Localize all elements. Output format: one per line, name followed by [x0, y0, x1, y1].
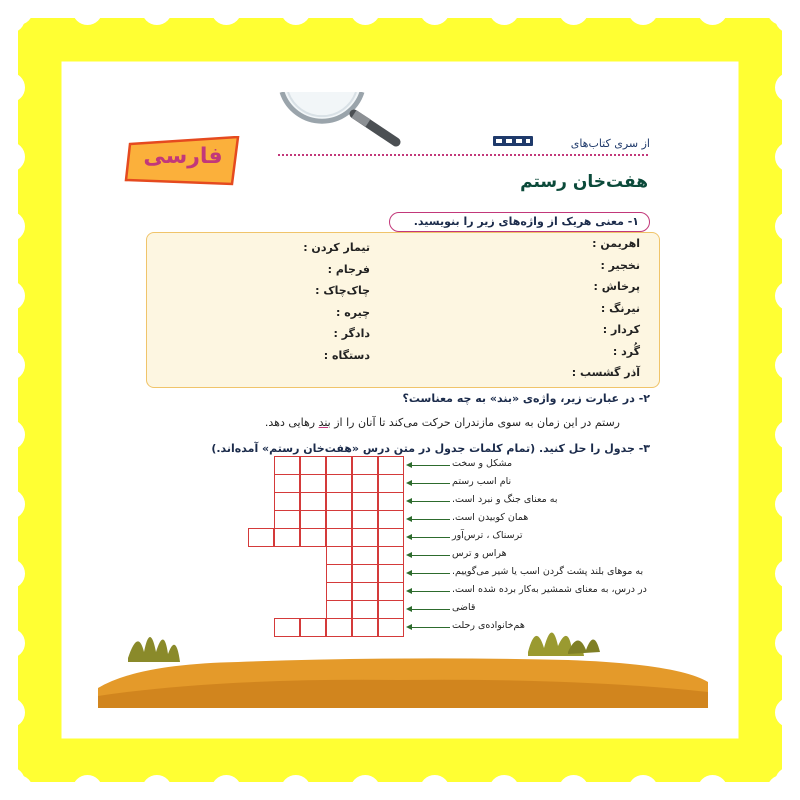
series-logo	[493, 136, 533, 146]
crossword-clue: قاضی	[452, 602, 476, 613]
q3-title: ۳- جدول را حل کنید. (تمام کلمات جدول در متن درس «هفت‌خان رستم» آمده‌اند.)	[211, 442, 650, 455]
series-text: از سری کتاب‌های	[570, 137, 650, 150]
q1-word-right: پرخاش :	[593, 280, 640, 293]
crossword-cell[interactable]	[378, 564, 404, 583]
crossword-cell[interactable]	[300, 456, 326, 475]
crossword-cell[interactable]	[352, 492, 378, 511]
q1-title: ۱- معنی هریک از واژه‌های زیر را بنویسید.	[389, 212, 650, 232]
crossword-cell[interactable]	[326, 456, 352, 475]
crossword-clue: همان کوبیدن است.	[452, 512, 529, 523]
q1-word-right: اهریمن :	[592, 237, 640, 250]
crossword-cell[interactable]	[352, 456, 378, 475]
q1-word-left: چیره :	[336, 305, 370, 319]
crossword-cell[interactable]	[378, 528, 404, 547]
arrow-head-icon	[406, 480, 412, 486]
crossword-cell[interactable]	[378, 600, 404, 619]
crossword-cell[interactable]	[352, 582, 378, 601]
crossword-cell[interactable]	[352, 528, 378, 547]
clue-arrow	[410, 519, 450, 520]
clue-arrow	[410, 555, 450, 556]
crossword-cell[interactable]	[352, 510, 378, 529]
crossword-cell[interactable]	[274, 474, 300, 493]
arrow-head-icon	[406, 462, 412, 468]
q1-word-left: دادگر :	[333, 327, 370, 340]
crossword-cell[interactable]	[352, 546, 378, 565]
clue-arrow	[410, 465, 450, 466]
crossword-cell[interactable]	[326, 474, 352, 493]
clue-arrow	[410, 483, 450, 484]
arrow-head-icon	[406, 588, 412, 594]
subject-badge-label: فارسی	[143, 144, 223, 169]
crossword-cell[interactable]	[326, 600, 352, 619]
header-divider	[278, 154, 648, 156]
crossword-cell[interactable]	[326, 510, 352, 529]
clue-arrow	[410, 537, 450, 538]
crossword-clue: هم‌خانواده‌ی رحلت	[452, 620, 525, 631]
q1-word-right: نخجیر :	[600, 258, 640, 272]
crossword-cell[interactable]	[274, 456, 300, 475]
crossword-clue: نام اسب رستم	[452, 476, 512, 487]
arrow-head-icon	[406, 498, 412, 504]
crossword-clue: ترسناک ، ترس‌آور	[452, 530, 523, 541]
crossword-cell[interactable]	[378, 510, 404, 529]
crossword-cell[interactable]	[248, 528, 274, 547]
crossword-cell[interactable]	[326, 564, 352, 583]
crossword-cell[interactable]	[326, 492, 352, 511]
q2-sentence	[265, 416, 620, 429]
arrow-head-icon	[406, 552, 412, 558]
crossword-cell[interactable]	[326, 582, 352, 601]
q1-word-left: تیمار کردن :	[303, 241, 370, 254]
crossword-cell[interactable]	[274, 510, 300, 529]
crossword-clue: مشکل و سخت	[452, 458, 513, 469]
q1-word-right: کردار :	[602, 323, 640, 336]
worksheet-page	[98, 92, 708, 708]
q1-answer-box	[146, 232, 660, 388]
subject-badge	[124, 136, 242, 188]
magnifying-glass-icon	[276, 92, 406, 152]
crossword-clue: به معنای جنگ و نبرد است.	[452, 494, 558, 505]
crossword-cell[interactable]	[378, 546, 404, 565]
crossword-cell[interactable]	[300, 492, 326, 511]
q2-title: ۲- در عبارت زیر، واژه‌ی «بند» به چه معناست؟	[402, 392, 650, 405]
q2-sentence-end: رهایی دهد.	[264, 416, 319, 429]
crossword-cell[interactable]	[352, 564, 378, 583]
clue-arrow	[410, 501, 450, 502]
q1-word-left: دستگاه :	[323, 348, 370, 362]
arrow-head-icon	[406, 570, 412, 576]
crossword-cell[interactable]	[300, 528, 326, 547]
arrow-head-icon	[406, 534, 412, 540]
crossword-cell[interactable]	[378, 474, 404, 493]
q1-word-right: نیرنگ :	[600, 301, 640, 315]
crossword-clue: به موهای بلند پشت گردن اسب یا شیر می‌گوییم.	[452, 566, 644, 577]
crossword-cell[interactable]	[378, 582, 404, 601]
crossword-cell[interactable]	[274, 528, 300, 547]
crossword-cell[interactable]	[352, 600, 378, 619]
crossword-cell[interactable]	[352, 474, 378, 493]
crossword-clue: در درس، به معنای شمشیر به‌کار برده شده است.	[452, 584, 647, 595]
crossword-clue: هراس و ترس	[452, 548, 507, 559]
clue-arrow	[410, 573, 450, 574]
q1-word-right: گُرد :	[612, 344, 640, 358]
arrow-head-icon	[406, 606, 412, 612]
q2-underlined-word: بند	[318, 416, 331, 429]
crossword-cell[interactable]	[274, 492, 300, 511]
clue-arrow	[410, 591, 450, 592]
crossword-cell[interactable]	[378, 456, 404, 475]
clue-arrow	[410, 609, 450, 610]
q1-word-right: آذر گشسب :	[571, 366, 640, 379]
crossword-cell[interactable]	[300, 474, 326, 493]
crossword-cell[interactable]	[378, 492, 404, 511]
q1-word-left: چاک‌چاک :	[315, 284, 370, 297]
q1-word-left: فرجام :	[327, 262, 370, 276]
lesson-title: هفت‌خان رستم	[520, 172, 648, 192]
q2-sentence-start: رستم در این زمان به سوی مازندران حرکت می‌کند تا آنان را از	[330, 416, 620, 429]
ground-illustration	[98, 622, 708, 708]
crossword-cell[interactable]	[326, 528, 352, 547]
crossword-cell[interactable]	[326, 546, 352, 565]
arrow-head-icon	[406, 516, 412, 522]
crossword-cell[interactable]	[300, 510, 326, 529]
